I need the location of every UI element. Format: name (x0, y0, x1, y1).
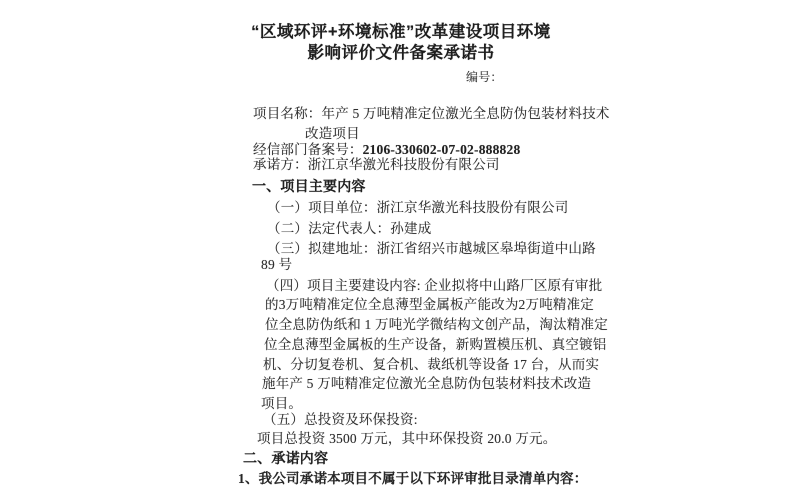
section1-item-address-line2: 89 号 (261, 257, 293, 272)
filing-number-value: 2106-330602-07-02-888828 (362, 142, 521, 157)
filing-number-label: 经信部门备案号： (253, 142, 363, 157)
section1-item-content-line3: 位全息防伪纸和 1 万吨光学微结构文创产品，淘汰精准定 (265, 317, 608, 332)
section1-item-content-line4: 位全息薄型金属板的生产设备，新购置模压机、真空镀铝 (264, 337, 607, 352)
section2-heading: 二、承诺内容 (243, 450, 329, 466)
section1-heading: 一、项目主要内容 (252, 178, 366, 194)
section1-item-content-line2: 的3万吨精准定位全息薄型金属板产能改为2万吨精准定 (265, 297, 594, 312)
section1-item-invest-line2: 项目总投资 3500 万元，其中环保投资 20.0 万元。 (257, 431, 557, 446)
section1-item-content-line1: （四）项目主要建设内容: 企业拟将中山路厂区原有审批 (266, 278, 603, 293)
section1-item-content-line6: 施年产 5 万吨精准定位激光全息防伪包装材料技术改造 (262, 376, 592, 391)
project-name-line2: 改造项目 (305, 126, 360, 141)
section1-item-address-line1: （三）拟建地址：浙江省绍兴市越城区皋埠街道中山路 (267, 241, 596, 256)
section2-item-commit-line1: 1、我公司承诺本项目不属于以下环评审批目录清单内容： (238, 471, 588, 486)
project-name-line1: 项目名称：年产 5 万吨精准定位激光全息防伪包装材料技术 (253, 106, 610, 121)
section1-item-unit: （一）项目单位：浙江京华激光科技股份有限公司 (267, 200, 569, 215)
section1-item-content-line5: 机、分切复卷机、复合机、裁纸机等设备 17 台，从而实 (263, 357, 600, 372)
section1-item-legal-rep: （二）法定代表人：孙建成 (267, 221, 432, 236)
document-title-line2: 影响评价文件备案承诺书 (307, 44, 495, 62)
document-title (228, 22, 574, 64)
promisor-line: 承诺方：浙江京华激光科技股份有限公司 (253, 157, 500, 172)
section1-item-invest-line1: （五）总投资及环保投资: (263, 412, 418, 427)
section1-item-content-line7: 项目。 (261, 396, 303, 411)
filing-number-line (253, 142, 520, 157)
serial-number-label: 编号： (466, 70, 503, 84)
document-title-line1: “区域环评+环境标准”改革建设项目环境 (251, 23, 551, 41)
